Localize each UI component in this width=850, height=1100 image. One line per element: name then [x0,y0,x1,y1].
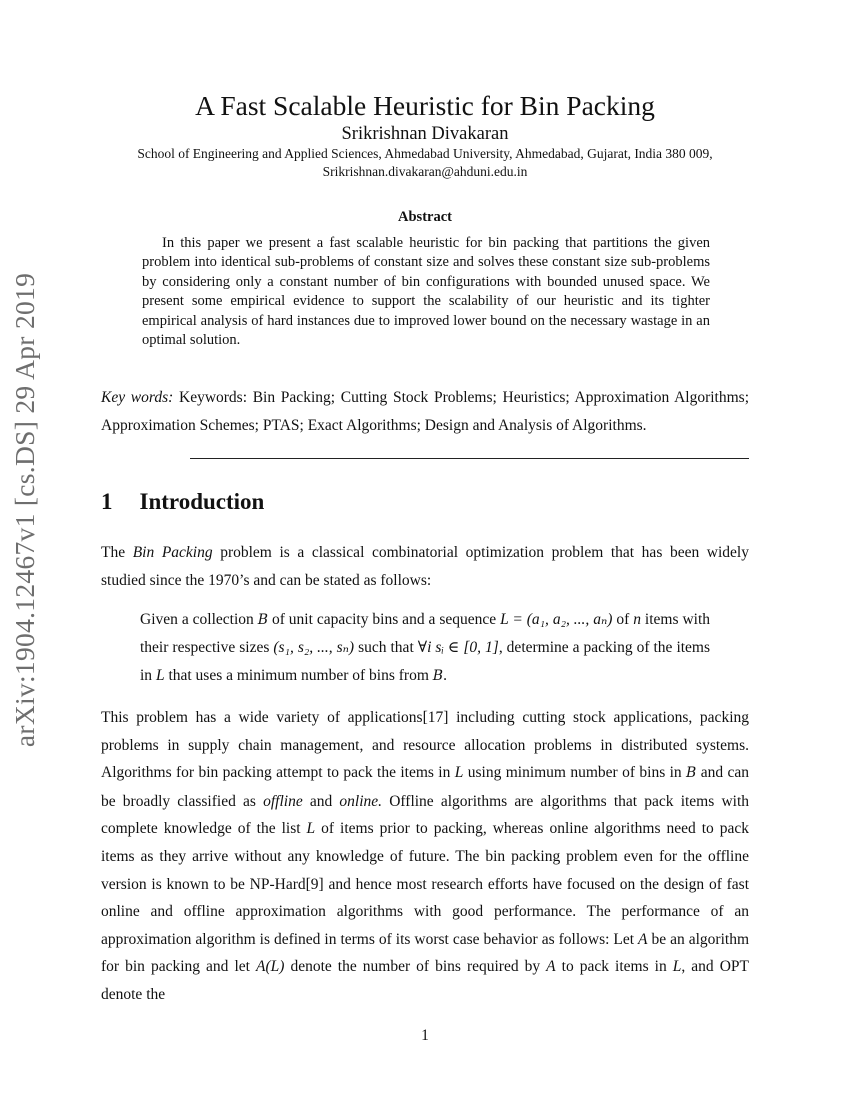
problem-statement [140,606,710,691]
emphasis-offline: offline [263,792,303,810]
intro-paragraph-1 [101,539,749,594]
text-run: . [443,667,447,685]
text-run: to pack items in [555,958,673,976]
text-run: The [101,544,133,561]
text-run: of unit capacity bins and a sequence [268,611,501,628]
text-run: using minimum number of bins in [463,764,687,782]
paper-title: A Fast Scalable Heuristic for Bin Packing [195,90,655,121]
text-run: and can be broadly classified as [101,764,749,810]
text-run: of [612,611,634,628]
text-run: problem is a classical combinatorial optimization problem that has been widely studied since the 1970’s and can be stated as follows: [101,544,749,589]
text-run: denote the number of bins required by [284,958,547,976]
text-run: Given a collection [140,611,258,628]
math-l: L [672,958,682,976]
author-email: Srikrishnan.divakaran@ahduni.edu.in [322,164,528,179]
math-a-of-l: A(L) [255,958,285,976]
keywords-text: Keywords: Bin Packing; Cutting Stock Problems; Heuristics; Approximation Algorithms; Approximation Schemes; PTAS; Exact Algorithms; Design and Analysis of Algorithms. [101,389,750,435]
arxiv-stamp-text: arXiv:1904.12467v1 [cs.DS] 29 Apr 2019 [9,272,40,748]
keywords-block [101,384,749,441]
abstract-text: In this paper we present a fast scalable heuristic for bin packing that partitions the given problem into identical sub-problems of constant size and solves these constant size sub-problems by considering only a constant number of bin configurations with bounded unused space. We present some empirical evidence to support the scalability of our heuristic and its tighter empirical analysis of hard instances due to improved lower bound on the necessary wastage in an optimal solution. [142,235,710,349]
math-set-b: B [686,765,697,782]
math-l: L [306,820,316,838]
text-run: , determine a packing of the items in [140,639,711,685]
text-run: such that [354,639,418,657]
math-n: n [633,611,641,628]
math-set-b: B [432,668,444,685]
intro-paragraph-2 [101,704,749,1009]
emphasis-bin-packing: Bin Packing [132,544,213,561]
math-sequence-l: L = (a₁, a₂, ..., aₙ) [500,611,613,628]
arxiv-identifier-stamp [0,265,50,755]
text-run: of items prior to packing, whereas online algorithms need to pack items as they arrive without any knowledge of future. The bin packing problem even for the offline version is known to be NP-Hard[9] and hence most research efforts have focused on the design of fast online and offline approximation algorithms with good performance. The performance of an approximation algorithm is defined in terms of its worst case behavior as follows: Let [101,820,750,948]
affiliation-line: School of Engineering and Applied Sciences, Ahmedabad University, Ahmedabad, Gujarat, India 380 009, [137,146,713,161]
emphasis-online: online. [339,792,383,810]
math-set-b: B [257,612,268,628]
section-title: Introduction [139,489,265,514]
keywords-rule [190,458,749,459]
text-run: , and OPT denote the [101,958,749,1003]
math-a: A [638,930,648,948]
text-run: and [302,792,340,810]
math-a: A [546,958,556,976]
math-l: L [454,764,464,782]
section-number: 1 [101,489,113,514]
math-l: L [155,667,165,685]
text-run: be an algorithm for bin packing and let [101,930,749,976]
text-run: items with their respective sizes [140,611,710,657]
math-sizes: (s₁, s₂, ..., sₙ) [273,639,355,657]
math-size-range: ∀i sᵢ ∈ [0, 1] [417,639,499,657]
author-affiliation [0,145,850,181]
keywords-label: Key words: [101,389,174,406]
section-heading [101,489,264,515]
author-name: Srikrishnan Divakaran [341,124,509,144]
page-number: 1 [421,1027,429,1044]
abstract-heading: Abstract [398,209,452,225]
text-run: Offline algorithms are algorithms that pack items with complete knowledge of the list [101,792,749,838]
text-run: that uses a minimum number of bins from [164,667,433,685]
text-run: This problem has a wide variety of applications[17] including cutting stock applications, packing problems in supply chain management, and resource allocation problems in distributed systems. Algorithms for bin packing attempt to pack the items in [101,709,749,782]
